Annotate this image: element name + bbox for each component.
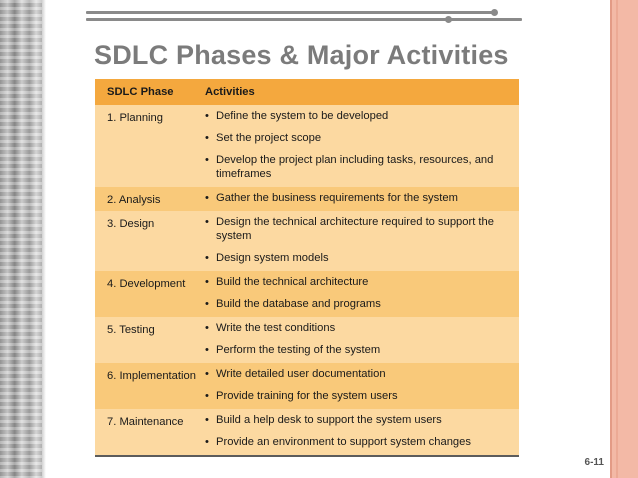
activity-item: • Build a help desk to support the system users: [205, 413, 515, 427]
phase-cell: 4. Development: [95, 271, 201, 317]
activity-item: • Design the technical architecture required to support the system: [205, 215, 515, 243]
activities-cell: [201, 105, 519, 187]
activity-item: • Provide an environment to support system changes: [205, 435, 515, 449]
sdlc-table-container: [95, 78, 519, 457]
activity-item: • Write the test conditions: [205, 321, 515, 335]
activities-cell: [201, 363, 519, 409]
activity-item: • Perform the testing of the system: [205, 343, 515, 357]
rule-dot: [491, 9, 498, 16]
activities-cell: [201, 317, 519, 363]
top-rule: [86, 18, 522, 21]
activity-item: • Build the database and programs: [205, 297, 515, 311]
activities-cell: [201, 271, 519, 317]
header-sdlc-phase: SDLC Phase: [95, 79, 201, 106]
activity-item: • Build the technical architecture: [205, 275, 515, 289]
phase-cell: 3. Design: [95, 211, 201, 271]
table-header-row: [95, 79, 519, 106]
activity-list: [205, 321, 515, 357]
table-row: [95, 409, 519, 455]
phase-cell: 2. Analysis: [95, 187, 201, 211]
phase-cell: 5. Testing: [95, 317, 201, 363]
table-row: [95, 271, 519, 317]
activity-item: • Develop the project plan including tasks, resources, and timeframes: [205, 153, 515, 181]
right-decorative-strip: [610, 0, 638, 478]
slide-title: SDLC Phases & Major Activities: [94, 40, 509, 70]
table-row: [95, 211, 519, 271]
phase-cell: 7. Maintenance: [95, 409, 201, 455]
activity-list: [205, 413, 515, 449]
activity-item: • Design system models: [205, 251, 515, 265]
activity-item: • Provide training for the system users: [205, 389, 515, 403]
activities-cell: [201, 211, 519, 271]
phase-cell: 6. Implementation: [95, 363, 201, 409]
activity-list: [205, 367, 515, 403]
header-activities: Activities: [201, 79, 519, 106]
activity-item: • Set the project scope: [205, 131, 515, 145]
phase-cell: 1. Planning: [95, 105, 201, 187]
activity-item: • Define the system to be developed: [205, 109, 515, 123]
activities-cell: [201, 187, 519, 211]
activity-list: [205, 215, 515, 265]
rule-dot: [445, 16, 452, 23]
left-decorative-strip: [0, 0, 42, 478]
activity-item: • Write detailed user documentation: [205, 367, 515, 381]
table-row: [95, 363, 519, 409]
activity-list: [205, 191, 515, 205]
top-rule: [86, 11, 496, 14]
table-row: [95, 317, 519, 363]
slide-number: 6-11: [584, 457, 604, 468]
table-row: [95, 105, 519, 187]
table-row: [95, 187, 519, 211]
activity-list: [205, 275, 515, 311]
activity-list: [205, 109, 515, 181]
activity-item: • Gather the business requirements for the system: [205, 191, 515, 205]
sdlc-table: [95, 78, 519, 455]
activities-cell: [201, 409, 519, 455]
